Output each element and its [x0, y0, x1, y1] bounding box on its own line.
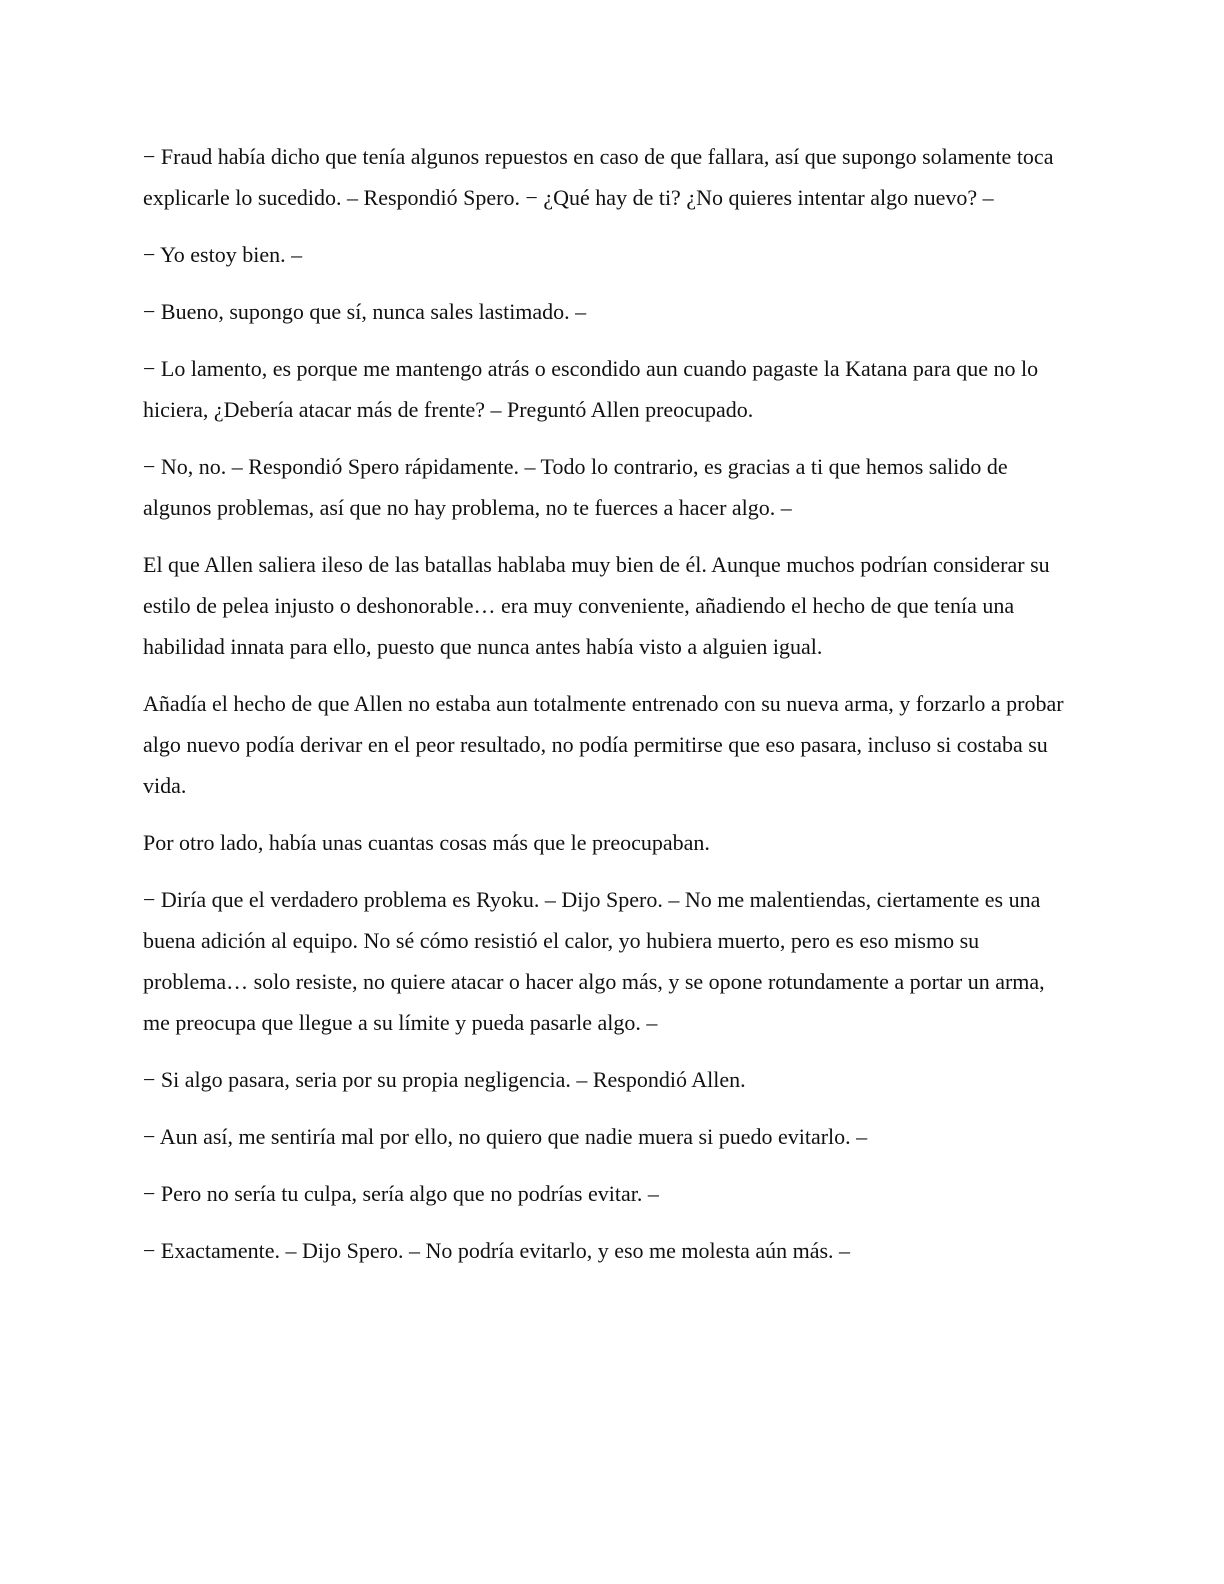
paragraph: − Exactamente. – Dijo Spero. – No podría evitarlo, y eso me molesta aún más. – [143, 1238, 851, 1263]
paragraph: − Bueno, supongo que sí, nunca sales lastimado. – [143, 299, 587, 324]
paragraph: − Yo estoy bien. – [143, 242, 303, 267]
paragraph: − Fraud había dicho que tenía algunos repuestos en caso de que fallara, así que supongo solamente toca explicarle lo sucedido. – Respondió Spero. − ¿Qué hay de ti? ¿No quieres intentar algo nuevo? – [143, 144, 1054, 210]
paragraph: − Diría que el verdadero problema es Ryoku. – Dijo Spero. – No me malentiendas, ciertamente es una buena adición al equipo. No sé cómo resistió el calor, yo hubiera muerto, pero es eso mismo su problema… solo resiste, no quiere atacar o hacer algo más, y se opone rotundamente a portar un arma, me preocupa que llegue a su límite y pueda pasarle algo. – [143, 887, 1045, 1035]
paragraph: − No, no. – Respondió Spero rápidamente. – Todo lo contrario, es gracias a ti que hemos salido de algunos problemas, así que no hay problema, no te fuerces a hacer algo. – [143, 454, 1008, 520]
paragraph: − Pero no sería tu culpa, sería algo que no podrías evitar. – [143, 1181, 659, 1206]
paragraph: El que Allen saliera ileso de las batallas hablaba muy bien de él. Aunque muchos podrían considerar su estilo de pelea injusto o deshonorable… era muy conveniente, añadiendo el hecho de que tenía una habilidad innata para ello, puesto que nunca antes había visto a alguien igual. [143, 552, 1050, 659]
paragraph: Añadía el hecho de que Allen no estaba aun totalmente entrenado con su nueva arma, y forzarlo a probar algo nuevo podía derivar en el peor resultado, no podía permitirse que eso pasara, incluso si costaba su vida. [143, 691, 1064, 798]
paragraph: Por otro lado, había unas cuantas cosas más que le preocupaban. [143, 830, 710, 855]
document-body [143, 136, 1073, 1287]
paragraph: − Aun así, me sentiría mal por ello, no quiero que nadie muera si puedo evitarlo. – [143, 1124, 868, 1149]
paragraph: − Lo lamento, es porque me mantengo atrás o escondido aun cuando pagaste la Katana para que no lo hiciera, ¿Debería atacar más de frente? – Preguntó Allen preocupado. [143, 356, 1039, 422]
paragraph: − Si algo pasara, seria por su propia negligencia. – Respondió Allen. [143, 1067, 746, 1092]
